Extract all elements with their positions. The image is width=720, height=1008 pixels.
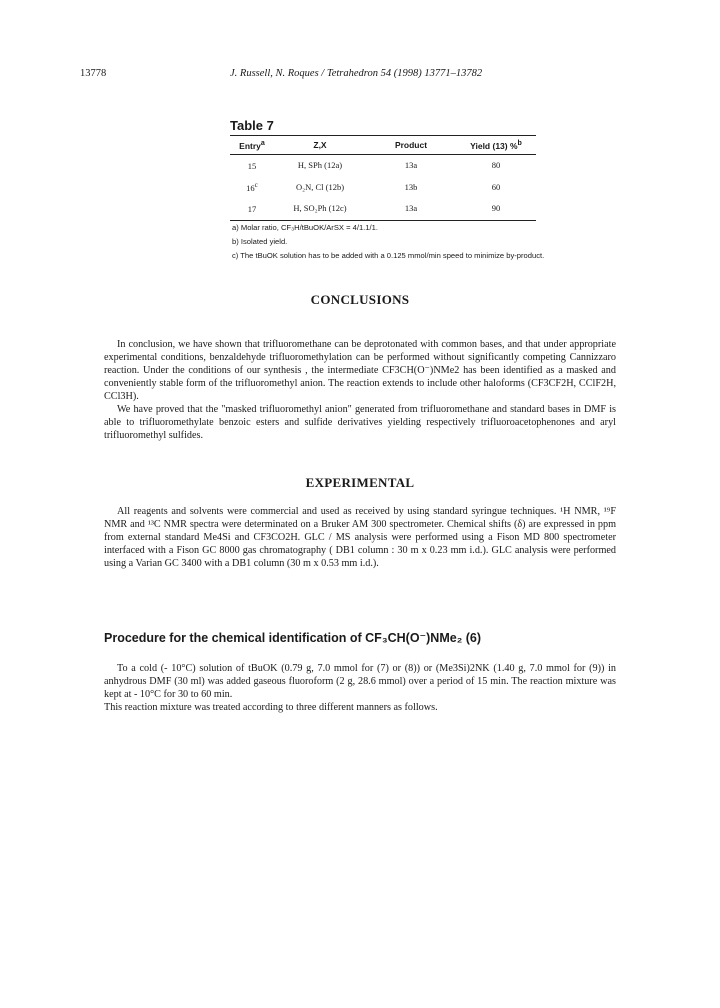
footnote: b) Isolated yield. bbox=[232, 237, 288, 246]
table-footnotes bbox=[232, 221, 544, 263]
cell-zx: O₂N, Cl (12b) bbox=[295, 181, 345, 192]
table-row bbox=[230, 177, 536, 199]
header-product: Product bbox=[394, 139, 428, 150]
footnote: a) Molar ratio, CF₃H/tBuOK/ArSX = 4/1.1/1. bbox=[232, 223, 378, 232]
paragraph: All reagents and solvents were commercial and used as received by using standard syringue techniques. ¹H NMR, ¹⁹F NMR and ¹³C NMR spectra were determinated on a Bruker AM 300 spectrometer. Chemical shifts (δ) are expressed in ppm from external standard Me4Si and CF3CO2H. GLC / MS analysis were performed using a Fison MD 800 spectrometer interfaced with a Fison GC 8000 gas chromatography ( DB1 column : 30 m x 0.23 mm i.d.). GLC analysis were performed using a Varian GC 3400 with a DB1 column (30 m x 0.53 mm i.d.). bbox=[104, 506, 616, 569]
paragraph: This reaction mixture was treated according to three different manners as follows. bbox=[104, 702, 438, 713]
page-number: 13778 bbox=[80, 68, 107, 79]
cell-entry: 17 bbox=[247, 204, 257, 215]
cell-zx: H, SPh (12a) bbox=[297, 159, 343, 170]
conclusions-heading: CONCLUSIONS bbox=[310, 292, 410, 307]
cell-product: 13b bbox=[404, 181, 418, 192]
header-entry: Entry$^a$ bbox=[239, 139, 265, 151]
conclusions-body bbox=[104, 338, 616, 442]
header-yield: Yield (13) %$^b$ bbox=[470, 139, 522, 151]
paragraph: We have proved that the "masked trifluoromethyl anion" generated from trifluoromethane and standard bases in DMF is able to trifluoromethylate benzoic esters and sulfide derivatives yielding respectively trifluoroacetophenones and aryl trifluoromethyl sulfides. bbox=[104, 404, 616, 441]
cell-entry: 15 bbox=[247, 160, 257, 171]
experimental-body bbox=[104, 505, 616, 570]
table-header-row bbox=[230, 136, 536, 155]
data-table bbox=[230, 135, 536, 221]
procedure-heading: Procedure for the chemical identification of CF₃CH(O⁻)NMe₂ (6) bbox=[104, 631, 481, 645]
cell-product: 13a bbox=[404, 159, 418, 170]
experimental-heading: EXPERIMENTAL bbox=[305, 475, 415, 490]
footnote: c) The tBuOK solution has to be added with a 0.125 mmol/min speed to minimize by-product. bbox=[232, 251, 545, 260]
paragraph: In conclusion, we have shown that trifluoromethane can be deprotonated with common bases, and that under appropriate experimental conditions, benzaldehyde trifluoromethylation can be performed without significantly competing Cannizzaro reaction. Under the conditions of our synthesis , the intermediate CF3CH(O⁻)NMe2 has been identified as a masked and conveniently stable form of the trifluoromethyl anion. The reaction extends to include other haloforms (CF3CF2H, CClF2H, CCl3H). bbox=[104, 339, 616, 402]
running-head: J. Russell, N. Roques / Tetrahedron 54 (1998) 13771–13782 bbox=[230, 68, 483, 79]
cell-entry: 16$^c$ bbox=[246, 180, 258, 193]
cell-yield: 60 bbox=[491, 181, 501, 192]
table-title: Table 7 bbox=[230, 118, 274, 133]
header-zx: Z,X bbox=[313, 139, 327, 150]
paragraph: To a cold (- 10°C) solution of tBuOK (0.79 g, 7.0 mmol for (7) or (8)) or (Me3Si)2NK (1.40 g, 7.0 mmol for (9)) in anhydrous DMF (30 ml) was added gaseous fluoroform (2 g, 28.6 mmol) over a period of 15 min. The reaction mixture was kept at - 10°C for 30 to 60 min. bbox=[104, 663, 616, 700]
cell-product: 13a bbox=[404, 203, 418, 214]
procedure-body bbox=[104, 662, 616, 714]
table-row bbox=[230, 154, 536, 176]
cell-yield: 80 bbox=[491, 159, 501, 170]
table-block bbox=[230, 118, 536, 221]
cell-zx: H, SO₂Ph (12c) bbox=[293, 203, 347, 214]
table-row bbox=[230, 198, 536, 220]
cell-yield: 90 bbox=[491, 203, 501, 214]
